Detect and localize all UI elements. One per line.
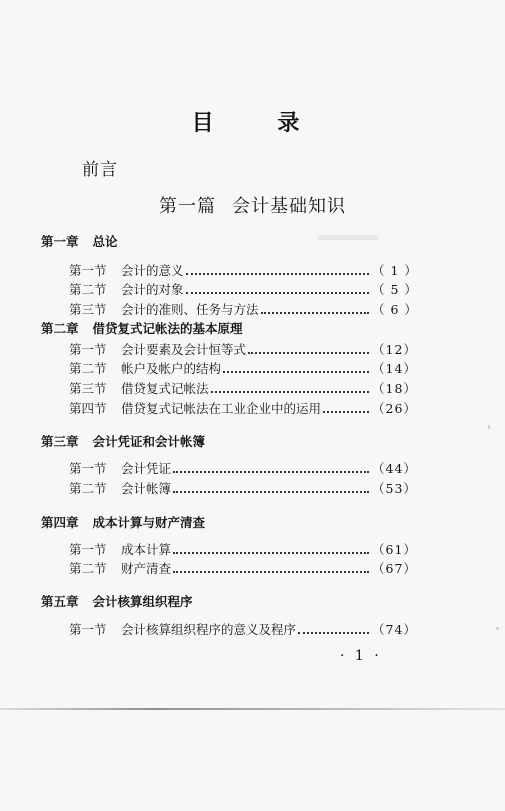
- section-title: 借贷复式记帐法: [121, 381, 209, 396]
- toc-entry: [69, 300, 418, 318]
- part-heading: [0, 192, 505, 218]
- toc-entry: [69, 559, 417, 577]
- dot-leader: [173, 490, 369, 493]
- section-title: 会计凭证: [121, 461, 172, 476]
- chapter-number: 第五章: [41, 594, 79, 609]
- toc-entry: [69, 540, 417, 558]
- dot-leader: [173, 551, 369, 554]
- section-title: 财产清查: [121, 561, 172, 576]
- section-number: 第二节: [69, 481, 107, 496]
- section-title: 成本计算: [121, 542, 172, 557]
- chapter-number: 第四章: [41, 515, 79, 530]
- chapter-name: 借贷复式记帐法的基本原理: [92, 321, 243, 336]
- toc-entry: [69, 340, 417, 358]
- chapter-heading: [41, 513, 205, 531]
- page-ref: （44）: [372, 461, 417, 476]
- chapter-heading: [41, 592, 193, 610]
- section-number: 第一节: [69, 342, 107, 357]
- section-number: 第一节: [69, 461, 107, 476]
- scan-speck: [488, 425, 490, 429]
- section-title: 帐户及帐户的结构: [121, 361, 222, 376]
- section-title: 会计的意义: [121, 263, 184, 278]
- toc-entry: [69, 620, 417, 638]
- page-ref: （53）: [372, 481, 417, 496]
- scan-speck: [496, 627, 499, 630]
- page-ref: （18）: [372, 381, 417, 396]
- section-number: 第二节: [69, 361, 107, 376]
- page-ref: （67）: [372, 561, 417, 576]
- page-ref: （ 5 ）: [372, 282, 418, 297]
- page-number: · 1 ·: [340, 648, 382, 664]
- chapter-number: 第一章: [41, 234, 79, 249]
- dot-leader: [186, 272, 369, 275]
- chapter-heading: [41, 432, 205, 450]
- dot-leader: [211, 390, 369, 393]
- toc-entry: [69, 261, 418, 279]
- dot-leader: [248, 351, 369, 354]
- chapter-number: 第二章: [41, 321, 79, 336]
- chapter-name: 总论: [92, 234, 118, 249]
- dot-leader: [261, 311, 369, 314]
- page-ref: （ 6 ）: [372, 302, 418, 317]
- page-ref: （ 1 ）: [372, 263, 418, 278]
- page-ref: （26）: [372, 401, 417, 416]
- page-title: 目 录: [191, 110, 328, 136]
- toc-entry: [69, 280, 418, 298]
- section-title: 会计核算组织程序的意义及程序: [121, 622, 297, 637]
- section-number: 第二节: [69, 282, 107, 297]
- section-number: 第二节: [69, 561, 107, 576]
- chapter-heading: [41, 319, 243, 337]
- part-number: 第一篇: [159, 196, 216, 217]
- toc-entry: [69, 399, 417, 417]
- section-title: 会计的准则、任务与方法: [121, 302, 259, 317]
- toc-entry: [69, 459, 417, 477]
- chapter-heading: [41, 232, 118, 250]
- section-number: 第一节: [69, 542, 107, 557]
- page-ref: （74）: [372, 622, 417, 637]
- section-title: 会计要素及会计恒等式: [121, 342, 247, 357]
- section-title: 借贷复式记帐法在工业企业中的运用: [121, 401, 322, 416]
- section-number: 第一节: [69, 622, 107, 637]
- section-number: 第三节: [69, 302, 107, 317]
- page-ref: （14）: [372, 361, 417, 376]
- dot-leader: [323, 410, 369, 413]
- dot-leader: [186, 291, 369, 294]
- chapter-name: 会计核算组织程序: [92, 594, 193, 609]
- dot-leader: [173, 470, 369, 473]
- toc-entry: [69, 359, 417, 377]
- section-number: 第四节: [69, 401, 107, 416]
- toc-entry: [69, 379, 417, 397]
- page-ref: （61）: [372, 542, 417, 557]
- scan-smudge: [318, 235, 378, 240]
- scan-edge-line: [0, 708, 505, 710]
- chapter-number: 第三章: [41, 434, 79, 449]
- dot-leader: [298, 631, 369, 634]
- part-name: 会计基础知识: [232, 196, 346, 217]
- chapter-name: 成本计算与财产清查: [92, 515, 206, 530]
- section-number: 第一节: [69, 263, 107, 278]
- page-ref: （12）: [372, 342, 417, 357]
- section-title: 会计帐簿: [121, 481, 172, 496]
- chapter-name: 会计凭证和会计帐簿: [92, 434, 206, 449]
- section-title: 会计的对象: [121, 282, 184, 297]
- section-number: 第三节: [69, 381, 107, 396]
- toc-entry: [69, 479, 417, 497]
- dot-leader: [223, 370, 369, 373]
- dot-leader: [173, 570, 369, 573]
- preface-entry: 前言: [82, 160, 118, 180]
